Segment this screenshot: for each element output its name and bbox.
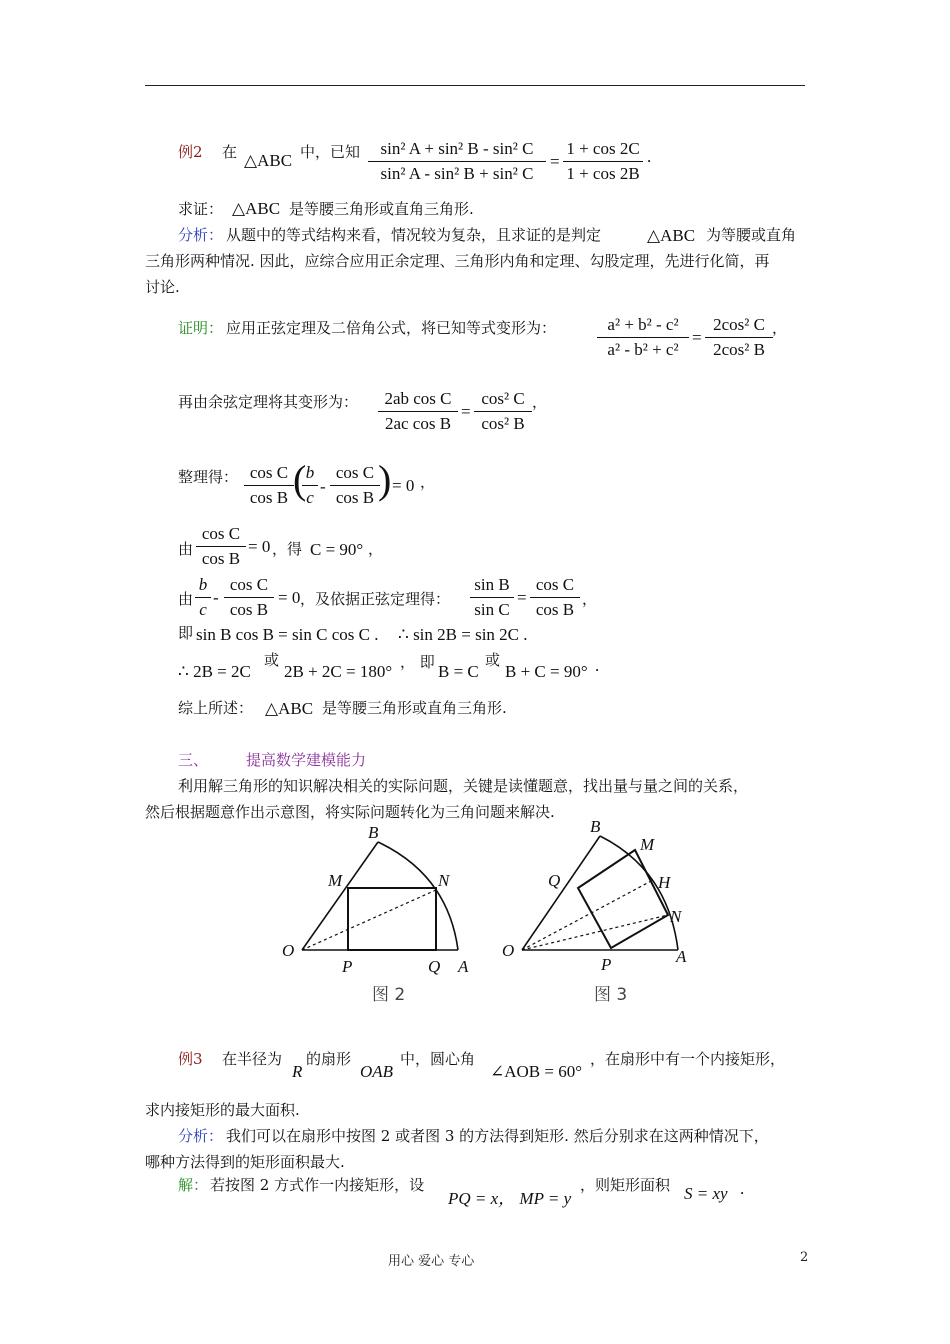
analysis1-triangle: △ABC xyxy=(647,226,696,245)
step3-minus: - xyxy=(320,477,326,496)
analysis2-line2: 哪种方法得到的矩形面积最大. xyxy=(145,1153,345,1171)
proof-label: 证明： xyxy=(178,319,224,337)
section3-number: 三、 xyxy=(178,751,209,769)
step5-frac-c xyxy=(224,574,274,621)
fig2-label-m: M xyxy=(328,871,343,890)
section3-p1: 利用解三角形的知识解决相关的实际问题，关键是读懂题意，找出量与量之间的关系， xyxy=(178,777,749,795)
fig3-label-p: P xyxy=(601,955,612,974)
step3-eq0: = 0 xyxy=(392,476,415,495)
fig2-arc xyxy=(378,842,458,950)
proof-f1-rhs xyxy=(705,314,773,361)
huo-1: 或 xyxy=(264,651,280,669)
t2-b: 2B + 2C = 180° xyxy=(284,662,393,681)
ex3-angle: ∠AOB = 60° xyxy=(490,1062,583,1081)
proof-f2-lhs xyxy=(378,388,458,435)
f1-equals: = xyxy=(692,328,702,347)
proof-step3: 整理得： xyxy=(178,468,239,486)
fig2-label-q: Q xyxy=(428,957,441,976)
ex2-rhs-fraction xyxy=(563,138,643,185)
analysis1-line2: 三角形两种情况. 因此，应综合应用正余定理、三角形内角和定理、勾股定理，先进行化简，再 xyxy=(145,252,770,270)
step3-b-num: b xyxy=(305,463,315,482)
fig2-ob xyxy=(302,842,378,950)
ex2-rhs-den: 1 + cos 2B xyxy=(566,164,640,183)
ex3-t5: 求内接矩形的最大面积. xyxy=(145,1101,300,1119)
f1-comma: ， xyxy=(772,319,788,337)
prove-suffix: 是等腰三角形或直角三角形. xyxy=(289,200,474,218)
f2-comma: ， xyxy=(532,393,548,411)
solution-vars: PQ = x， MP = y xyxy=(448,1189,572,1208)
fig3-caption: 图 3 xyxy=(594,985,628,1005)
solution-t1: 若按图 2 方式作一内接矩形，设 xyxy=(210,1176,425,1194)
eq-line: sin B cos B = sin C cos C . xyxy=(196,625,379,644)
conclusion-triangle: △ABC xyxy=(265,699,314,718)
analysis1-line3: 讨论. xyxy=(145,278,180,296)
step5-cos-frac xyxy=(530,574,580,621)
by-2: 由 xyxy=(178,590,194,608)
fig3-label-m: M xyxy=(640,835,655,854)
example2-label: 例2 xyxy=(178,143,203,161)
by-1: 由 xyxy=(178,540,194,558)
header-rule xyxy=(145,85,805,86)
step5-c-den: cos B xyxy=(229,600,269,619)
step4-num: cos C xyxy=(201,524,241,543)
ex2-equals: = xyxy=(550,152,560,171)
step4-get: ，得 xyxy=(272,540,303,558)
step5-frac-b xyxy=(195,574,211,621)
f1-rden: 2cos² B xyxy=(713,340,765,359)
f2-num: 2ab cos C xyxy=(384,389,452,408)
fig2-label-p: P xyxy=(342,957,353,976)
fig2-rectangle xyxy=(348,888,436,950)
example3-label: 例3 xyxy=(178,1050,203,1068)
fig2-caption: 图 2 xyxy=(372,985,406,1005)
step3-a-num: cos C xyxy=(249,463,289,482)
t2-d: B = C xyxy=(438,662,479,681)
step5-cos-den: cos B xyxy=(535,600,575,619)
fig3-ob xyxy=(522,836,600,950)
ex3-t4: ，在扇形中有一个内接矩形， xyxy=(590,1050,786,1068)
step5-sin-den: sin C xyxy=(474,600,510,619)
f1-rnum: 2cos² C xyxy=(713,315,765,334)
analysis1-label: 分析： xyxy=(178,226,224,244)
step5-comma: ， xyxy=(582,590,598,608)
ex2-lhs-num: sin² A + sin² B - sin² C xyxy=(380,139,534,158)
analysis1-line1: 从题中的等式结构来看，情况较为复杂，且求证的是判定 xyxy=(226,226,602,244)
solution-end: . xyxy=(740,1179,745,1198)
fig3-label-b: B xyxy=(590,820,601,836)
fig3-label-n: N xyxy=(670,907,682,926)
step3-b-den: c xyxy=(306,488,314,507)
f2-equals: = xyxy=(461,402,471,421)
ex2-lhs-den: sin² A - sin² B + sin² C xyxy=(380,164,534,183)
step3-a-den: cos B xyxy=(249,488,289,507)
step5-b-den: c xyxy=(199,600,207,619)
analysis2-line1: 我们可以在扇形中按图 2 或者图 3 的方法得到矩形. 然后分别求在这两种情况下， xyxy=(226,1127,769,1145)
huo-2: 或 xyxy=(485,651,501,669)
f2-rnum: cos² C xyxy=(481,389,525,408)
step3-frac-b xyxy=(302,462,318,509)
ex2-period: . xyxy=(647,147,652,166)
solution-label: 解： xyxy=(178,1176,209,1194)
ex3-r: R xyxy=(292,1062,303,1081)
figure-3 xyxy=(522,836,678,950)
step4-frac xyxy=(196,523,246,570)
figure-2 xyxy=(302,842,458,950)
left-paren: ( xyxy=(293,457,307,502)
ex3-t2: 的扇形 xyxy=(306,1050,352,1068)
fig2-on-dashed xyxy=(302,890,436,950)
step5-equals: = xyxy=(517,588,527,607)
step3-frac-c xyxy=(330,462,380,509)
ex2-lhs-fraction xyxy=(368,138,546,185)
f2-rden: cos² B xyxy=(481,414,525,433)
step5-c-num: cos C xyxy=(229,575,269,594)
proof-f2-rhs xyxy=(474,388,532,435)
ex3-t1: 在半径为 xyxy=(222,1050,283,1068)
proof-f1-lhs xyxy=(597,314,689,361)
ex3-t3: 中，圆心角 xyxy=(400,1050,476,1068)
prove-prefix: 求证： xyxy=(178,200,224,218)
fig3-label-a: A xyxy=(676,947,687,966)
step5-sin-frac xyxy=(470,574,514,621)
right-paren: ) xyxy=(378,457,392,502)
step4-comma: ， xyxy=(368,540,384,558)
step5-cos-num: cos C xyxy=(535,575,575,594)
ex3-oab: OAB xyxy=(360,1062,394,1081)
proof-step2: 再由余弦定理将其变形为： xyxy=(178,393,359,411)
ex2-rhs-num: 1 + cos 2C xyxy=(566,139,640,158)
step3-frac-a xyxy=(244,462,294,509)
proof-step1: 应用正弦定理及二倍角公式，将已知等式变形为： xyxy=(226,319,557,337)
therefore-1: ∴ sin 2B = sin 2C . xyxy=(398,625,528,644)
step5-sin-num: sin B xyxy=(474,575,510,594)
fig2-label-a: A xyxy=(458,957,469,976)
fig3-oh-dashed xyxy=(522,880,653,950)
fig3-label-o: O xyxy=(502,941,515,960)
ji-1: 即 xyxy=(178,624,194,642)
conclusion-prefix: 综上所述： xyxy=(178,699,254,717)
section3-p2: 然后根据题意作出示意图，将实际问题转化为三角问题来解决. xyxy=(145,803,555,821)
t2-a: ∴ 2B = 2C xyxy=(178,662,251,681)
analysis1-line1-end: 为等腰或直角 xyxy=(706,226,797,244)
f1-num: a² + b² - c² xyxy=(607,315,679,334)
sector-figures xyxy=(270,820,700,1010)
step3-comma: ， xyxy=(420,473,436,491)
f2-den: 2ac cos B xyxy=(384,414,452,433)
section3-title: 提高数学建模能力 xyxy=(246,751,367,769)
solution-t2: ，则矩形面积 xyxy=(580,1176,671,1194)
step5-eq0: = 0 xyxy=(278,588,301,607)
t2-e: B + C = 90° xyxy=(505,662,588,681)
prove-triangle: △ABC xyxy=(232,199,281,218)
step4-eq0: = 0 xyxy=(248,537,271,556)
fig2-label-b: B xyxy=(368,823,379,842)
step5-minus: - xyxy=(213,588,219,607)
step5-text: ，及依据正弦定理得： xyxy=(300,590,451,608)
fig3-label-q: Q xyxy=(548,871,561,890)
ex2-triangle: △ABC xyxy=(244,151,293,170)
step4-den: cos B xyxy=(201,549,241,568)
fig3-label-h: H xyxy=(658,873,671,892)
step3-c-num: cos C xyxy=(335,463,375,482)
solution-s: S = xy xyxy=(684,1184,728,1203)
ex2-mid: 中，已知 xyxy=(300,143,361,161)
conclusion-suffix: 是等腰三角形或直角三角形. xyxy=(322,699,507,717)
fig2-label-o: O xyxy=(282,941,295,960)
t2-period: . xyxy=(595,656,600,675)
t2-c: ， 即 xyxy=(400,653,435,671)
step5-b-num: b xyxy=(198,575,208,594)
f1-den: a² - b² + c² xyxy=(607,340,679,359)
fig2-label-n: N xyxy=(438,871,450,890)
step3-c-den: cos B xyxy=(335,488,375,507)
fig3-rectangle xyxy=(578,850,668,948)
step4-c90: C = 90° xyxy=(310,540,364,559)
page-number: 2 xyxy=(800,1250,809,1265)
footer-motto: 用心 爱心 专心 xyxy=(388,1254,475,1269)
ex2-intro: 在 xyxy=(222,143,238,161)
analysis2-label: 分析： xyxy=(178,1127,224,1145)
